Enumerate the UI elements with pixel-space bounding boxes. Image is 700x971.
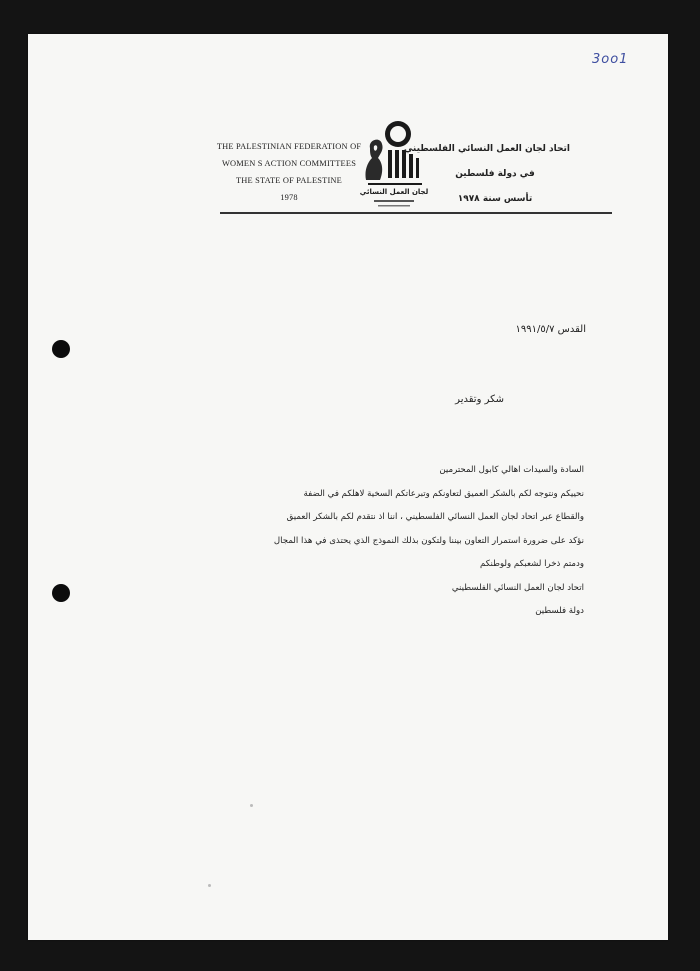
paper-speck xyxy=(250,804,253,807)
letter-body xyxy=(214,459,584,624)
english-letterhead-line: THE PALESTINIAN FEDERATION OF xyxy=(216,142,362,151)
english-letterhead-line: 1978 xyxy=(280,193,298,202)
paper-speck xyxy=(208,884,211,887)
letter-line: نحييكم ونتوجه لكم بالشكر العميق لتعاونكم وتبرعاتكم السخية لاهلكم في الضفة xyxy=(303,488,584,499)
arabic-letterhead xyxy=(403,137,570,212)
arabic-letterhead-line: تأسس سنة ١٩٧٨ xyxy=(457,194,533,204)
english-letterhead xyxy=(210,138,368,206)
logo-caption: لجان العمل النسائي xyxy=(360,188,428,196)
english-letterhead-line: THE STATE OF PALESTINE xyxy=(235,176,342,185)
document-page xyxy=(28,34,668,940)
letterhead-divider xyxy=(220,212,612,214)
letter-subject: شكر وتقدير xyxy=(455,394,504,405)
punch-hole-bottom xyxy=(52,584,70,602)
letter-closing: ودمتم ذخرا لشعبكم ولوطنكم xyxy=(480,559,584,569)
letter-signature-location: دولة فلسطين xyxy=(535,606,584,616)
letter-line: والقطاع عبر اتحاد لجان العمل النسائي الفلسطيني ، اننا اذ نتقدم لكم بالشكر العميق xyxy=(286,512,584,522)
arabic-letterhead-line: في دولة فلسطين xyxy=(455,169,535,179)
arabic-letterhead-line: اتحاد لجان العمل النسائي الفلسطيني xyxy=(403,144,570,154)
federation-logo xyxy=(360,118,428,210)
handwritten-number: 3oo1 xyxy=(592,52,629,67)
letter-line: نؤكد على ضرورة استمرار التعاون بيننا ولتكون بذلك النموذج الذي يحتذى في هذا المجال xyxy=(273,535,584,546)
letter-salutation: السادة والسيدات اهالي كابول المحترمين xyxy=(439,465,584,475)
letter-signature: اتحاد لجان العمل النسائي الفلسطيني xyxy=(451,582,584,593)
letter-date: القدس ١٩٩١/٥/٧ xyxy=(515,324,586,335)
punch-hole-top xyxy=(52,340,70,358)
english-letterhead-line: WOMEN S ACTION COMMITTEES xyxy=(221,159,357,168)
